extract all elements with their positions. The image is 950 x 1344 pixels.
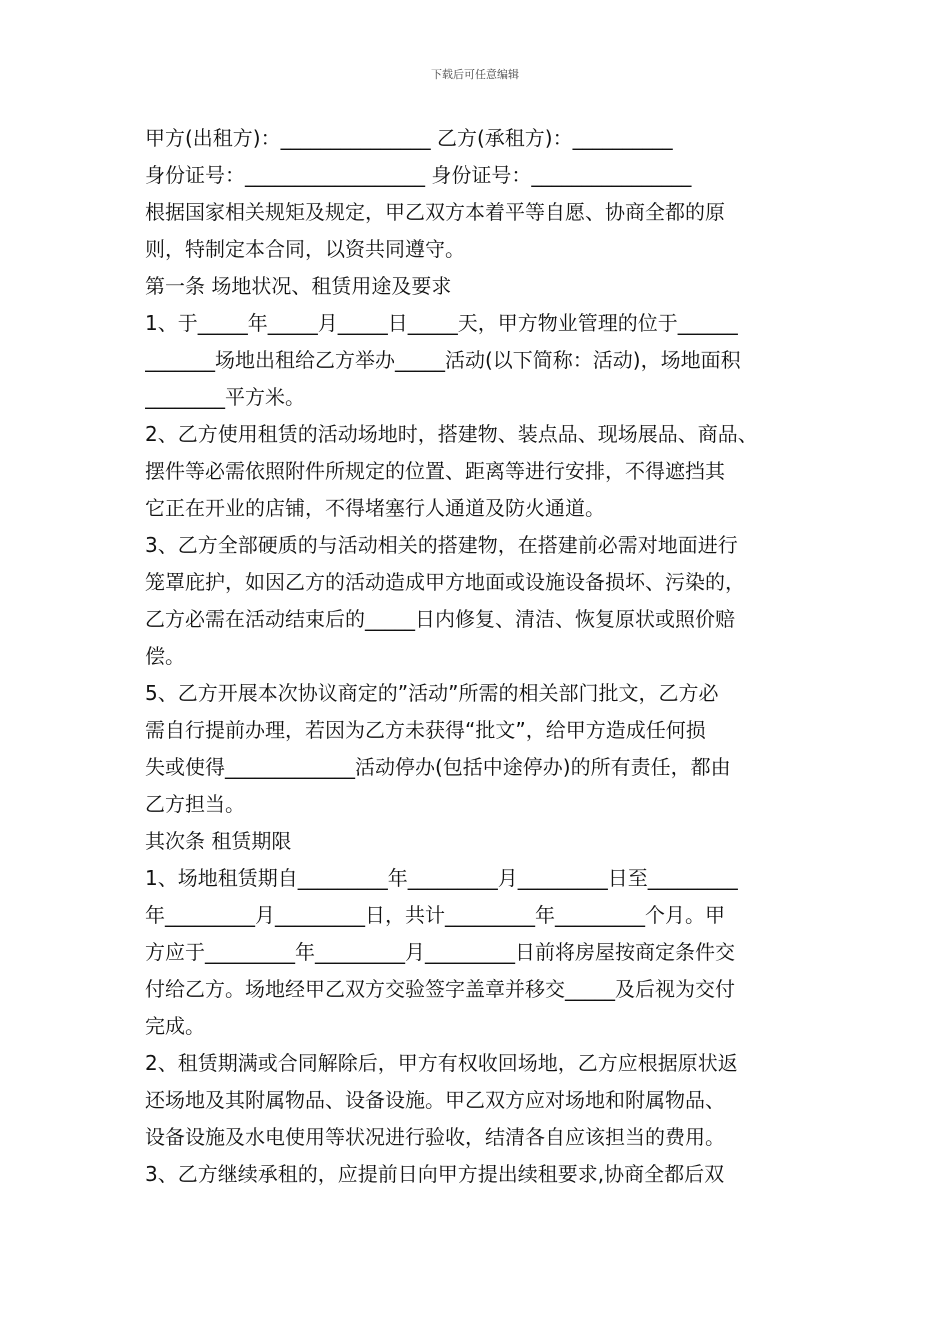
contract-body [145,120,810,1193]
text-line: 则，特制定本合同，以资共同遵守。 [145,237,465,261]
text-line: 方应于_________年_________月_________日前将房屋按商定条件交 [145,940,735,964]
text-line: 设备设施及水电使用等状况进行验收，结清各自应该担当的费用。 [145,1125,725,1149]
text-line: 完成。 [145,1014,205,1038]
text-line: 1、于_____年_____月_____日_____天，甲方物业管理的位于______ [145,311,738,335]
text-line: 年_________月_________日，共计_________年_________个月。甲 [145,903,725,927]
text-line: 失或使得_____________活动停办(包括中途停办)的所有责任，都由 [145,755,731,779]
text-line: 乙方必需在活动结束后的_____日内修复、清洁、恢复原状或照价赔 [145,607,735,631]
text-line: 3、乙方继续承租的，应提前日向甲方提出续租要求,协商全都后双 [145,1162,725,1186]
text-line: 甲方(出租方)：_______________ 乙方(承租方)：__________ [145,126,673,150]
text-line: 需自行提前办理，若因为乙方未获得“批文”，给甲方造成任何损 [145,718,706,742]
text-line: 2、租赁期满或合同解除后，甲方有权收回场地，乙方应根据原状返 [145,1051,738,1075]
text-line: 它正在开业的店铺，不得堵塞行人通道及防火通道。 [145,496,605,520]
text-line: 身份证号：__________________ 身份证号：________________ [145,163,692,187]
text-line: 1、场地租赁期自_________年_________月_________日至_________ [145,866,738,890]
text-line: 偿。 [145,644,185,668]
text-line: 乙方担当。 [145,792,245,816]
text-line: 3、乙方全部硬质的与活动相关的搭建物，在搭建前必需对地面进行 [145,533,738,557]
section-heading: 第一条 场地状况、租赁用途及要求 [145,274,452,298]
text-line: _______场地出租给乙方举办_____活动(以下简称：活动)，场地面积 [145,348,741,372]
text-line: 摆件等必需依照附件所规定的位置、距离等进行安排，不得遮挡其 [145,459,725,483]
text-line: 笼罩庇护，如因乙方的活动造成甲方地面或设施设备损坏、污染的， [145,570,745,594]
text-line: 5、乙方开展本次协议商定的”活动”所需的相关部门批文，乙方必 [145,681,719,705]
page-header: 下载后可任意编辑 [431,68,519,81]
text-line: 2、乙方使用租赁的活动场地时，搭建物、装点品、现场展品、商品、 [145,422,758,446]
text-line: ________平方米。 [145,385,305,409]
text-line: 付给乙方。场地经甲乙双方交验签字盖章并移交_____及后视为交付 [145,977,735,1001]
text-line: 还场地及其附属物品、设备设施。甲乙双方应对场地和附属物品、 [145,1088,725,1112]
text-line: 根据国家相关规矩及规定，甲乙双方本着平等自愿、协商全都的原 [145,200,725,224]
section-heading: 其次条 租赁期限 [145,829,292,853]
